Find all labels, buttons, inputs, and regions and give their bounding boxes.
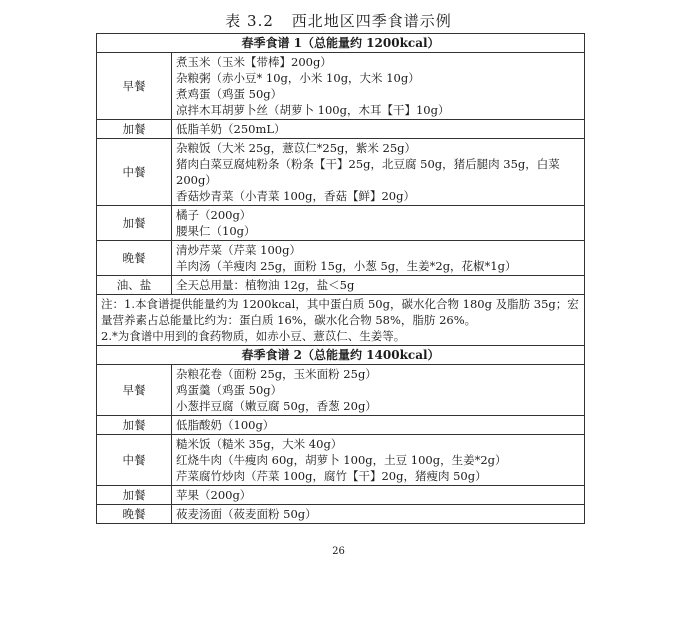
meal-name: 中餐	[97, 435, 172, 486]
meal-name: 晚餐	[97, 505, 172, 524]
meal-items	[172, 53, 585, 120]
meal-row	[97, 435, 585, 486]
food-item: 红烧牛肉（牛瘦肉 60g，胡萝卜 100g，土豆 100g，生姜*2g）	[176, 453, 507, 467]
food-item: 橘子（200g）	[176, 208, 252, 222]
meal-items	[172, 241, 585, 276]
meal-name: 早餐	[97, 365, 172, 416]
meal-name: 加餐	[97, 486, 172, 505]
menu-header: 春季食谱 2（总能量约 1400kcal）	[97, 346, 585, 365]
menu-notes	[97, 295, 585, 346]
menu-table	[96, 33, 585, 524]
food-item: 芹菜腐竹炒肉（芹菜 100g，腐竹【干】20g，猪瘦肉 50g）	[176, 469, 487, 483]
meal-row	[97, 139, 585, 206]
meal-name: 晚餐	[97, 241, 172, 276]
meal-row	[97, 241, 585, 276]
meal-items	[172, 505, 585, 524]
food-item: 香菇炒青菜（小青菜 100g，香菇【鲜】20g）	[176, 189, 415, 203]
food-item: 杂粮花卷（面粉 25g，玉米面粉 25g）	[176, 367, 377, 381]
meal-items	[172, 206, 585, 241]
food-item: 羊肉汤（羊瘦肉 25g，面粉 15g，小葱 5g，生姜*2g，花椒*1g）	[176, 259, 517, 273]
meal-items	[172, 435, 585, 486]
table-caption	[0, 10, 677, 31]
food-item: 低脂羊奶（250mL）	[176, 122, 286, 136]
food-item: 杂粮饭（大米 25g，薏苡仁*25g，紫米 25g）	[176, 141, 417, 155]
meal-name: 加餐	[97, 416, 172, 435]
table-number: 表 3.2	[225, 12, 274, 30]
note-line: 2.*为食谱中用到的食药物质，如赤小豆、薏苡仁、生姜等。	[101, 329, 406, 343]
meal-items	[172, 139, 585, 206]
meal-row	[97, 120, 585, 139]
meal-items	[172, 416, 585, 435]
meal-items	[172, 276, 585, 295]
food-item: 清炒芹菜（芹菜 100g）	[176, 243, 301, 257]
menu-header-row	[97, 346, 585, 365]
table-title: 西北地区四季食谱示例	[291, 12, 452, 30]
meal-row	[97, 53, 585, 120]
note-line: 注：1.本食谱提供能量约为 1200kcal，其中蛋白质 50g，碳水化合物 180g 及脂肪 35g；宏量营养素占总能量比约为：蛋白质 16%，碳水化合物 58%，脂肪 26%。	[101, 297, 579, 327]
food-item: 莜麦汤面（莜麦面粉 50g）	[176, 507, 317, 521]
meal-row	[97, 206, 585, 241]
meal-items	[172, 365, 585, 416]
meal-name: 加餐	[97, 120, 172, 139]
page-number: 26	[332, 546, 345, 557]
food-item: 杂粮粥（赤小豆* 10g，小米 10g，大米 10g）	[176, 71, 420, 85]
food-item: 煮鸡蛋（鸡蛋 50g）	[176, 87, 283, 101]
food-item: 煮玉米（玉米【带棒】200g）	[176, 55, 332, 69]
food-item: 糙米饭（糙米 35g，大米 40g）	[176, 437, 343, 451]
menu-table-body	[97, 34, 585, 524]
meal-name: 加餐	[97, 206, 172, 241]
meal-items	[172, 120, 585, 139]
food-item: 全天总用量：植物油 12g，盐＜5g	[176, 278, 355, 292]
food-item: 鸡蛋羹（鸡蛋 50g）	[176, 383, 283, 397]
meal-name: 中餐	[97, 139, 172, 206]
menu-header: 春季食谱 1（总能量约 1200kcal）	[97, 34, 585, 53]
meal-row	[97, 505, 585, 524]
food-item: 腰果仁（10g）	[176, 224, 256, 238]
meal-name: 油、盐	[97, 276, 172, 295]
food-item: 小葱拌豆腐（嫩豆腐 50g，香葱 20g）	[176, 399, 377, 413]
meal-row	[97, 276, 585, 295]
meal-name: 早餐	[97, 53, 172, 120]
meal-row	[97, 486, 585, 505]
meal-row	[97, 416, 585, 435]
menu-header-row	[97, 34, 585, 53]
food-item: 低脂酸奶（100g）	[176, 418, 275, 432]
notes-row	[97, 295, 585, 346]
food-item: 苹果（200g）	[176, 488, 252, 502]
food-item: 猪肉白菜豆腐炖粉条（粉条【干】25g，北豆腐 50g，猪后腿肉 35g，白菜 200g）	[176, 157, 560, 187]
meal-items	[172, 486, 585, 505]
meal-row	[97, 365, 585, 416]
food-item: 凉拌木耳胡萝卜丝（胡萝卜 100g，木耳【干】10g）	[176, 103, 450, 117]
